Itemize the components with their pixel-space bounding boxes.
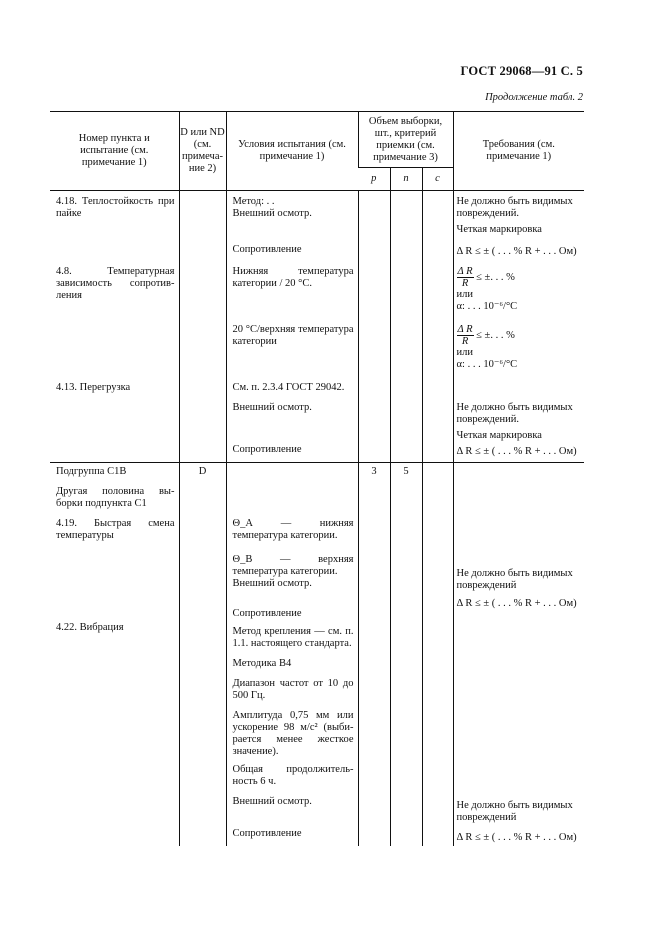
page-header (0, 0, 661, 110)
col-header-item: Номер пункта и испытание (см. примечание 1) (50, 112, 179, 191)
col-header-n: n (390, 168, 422, 191)
fraction-limit: ≤ ±. . . % (476, 329, 515, 341)
req-4-19-damage: Не должно быть видимых повреждений (456, 568, 573, 591)
fraction-limit: ≤ ±. . . % (476, 271, 515, 283)
conditions-cell (226, 191, 358, 463)
cond-4-18-method: Метод: . . (232, 196, 275, 207)
item-4-22: 4.22. Вибрация (56, 622, 124, 633)
cond-4-22-resistance: Сопротивление (232, 828, 302, 839)
requirements-cell (453, 191, 584, 463)
req-c1b-spacer (457, 466, 585, 568)
delta-r-fraction: $\frac{\text{Δ R}}{R}$ (457, 324, 473, 347)
req-4-13-spacer (457, 382, 585, 402)
cond-4-18-inspection: Внешний осмотр. (232, 208, 312, 219)
item-4-19: 4.19. Быстрая смена температуры (56, 518, 175, 541)
req-4-13-damage: Не должно быть видимых повреждений. (456, 402, 573, 425)
delta-r-fraction: $\frac{\text{Δ R}}{R}$ (457, 266, 473, 289)
req-4-13-marking: Четкая маркировка (456, 430, 542, 441)
col-header-p: p (358, 168, 390, 191)
or-label: или (456, 289, 474, 300)
req-4-19-resistance: Δ R ≤ ± ( . . . % R + . . . Ом) (456, 598, 577, 609)
req-4-8-high (457, 324, 585, 382)
item-4-8: 4.8. Температурная зависимость сопротив-ления (56, 266, 175, 301)
cond-4-19-theta-b: Θ_B — верхняя температура категории. (232, 554, 354, 577)
req-4-13-resistance: Δ R ≤ ± ( . . . % R + . . . Ом) (456, 446, 577, 457)
cond-4-8-low: Нижняя температура категории / 20 °C. (232, 266, 354, 289)
cond-4-22-freq: Диапазон частот от 10 до 500 Гц. (232, 678, 354, 701)
requirements-cell (453, 463, 584, 847)
document-title: ГОСТ 29068—91 С. 5 (460, 64, 583, 78)
c-cell (422, 463, 453, 847)
cond-4-13-inspection: Внешний осмотр. (232, 402, 312, 413)
subgroup-c1b: Подгруппа C1B (56, 466, 127, 477)
n-cell (390, 463, 422, 847)
req-4-18-resistance: Δ R ≤ ± ( . . . % R + . . . Ом) (456, 246, 577, 257)
alpha-coefficient: α: . . . 10⁻⁶/°C (456, 301, 518, 312)
alpha-coefficient: α: . . . 10⁻⁶/°C (456, 359, 518, 370)
cond-4-18-resistance: Сопротивление (232, 244, 302, 255)
cond-4-22-duration: Общая продолжитель-ность 6 ч. (232, 764, 354, 787)
or-label: или (456, 347, 474, 358)
table-continuation-label: Продолжение табл. 2 (485, 92, 583, 103)
cond-4-22-amplitude: Амплитуда 0,75 мм или ускорение 98 м/с² (выби-рается менее жесткое значение). (232, 710, 354, 757)
p-value: 3 (371, 466, 377, 477)
item-4-18: 4.18. Теплостойкость при пайке (56, 196, 175, 219)
col-header-conditions: Условия испытания (см. примечание 1) (226, 112, 358, 191)
dnd-cell (179, 463, 226, 847)
req-4-22-damage: Не должно быть видимых повреждений (456, 800, 573, 823)
items-cell (50, 463, 179, 847)
req-4-18-damage: Не должно быть видимых повреждений. (456, 196, 573, 219)
subgroup-c1b-note: Другая половина вы-борки подпункта C1 (56, 486, 175, 509)
cond-4-19-theta-a: Θ_A — нижняя температура категории. (232, 518, 354, 541)
cond-4-13-resistance: Сопротивление (232, 444, 302, 455)
item-4-13: 4.13. Перегрузка (56, 382, 131, 393)
cond-4-22-inspection: Внешний осмотр. (232, 796, 312, 807)
conditions-cell (226, 463, 358, 847)
cond-4-13-ref: См. п. 2.3.4 ГОСТ 29042. (232, 382, 345, 393)
cond-c1b-spacer (233, 466, 354, 518)
n-value: 5 (403, 466, 409, 477)
req-4-8-low (457, 266, 585, 324)
cond-4-22-method: Методика B4 (232, 658, 292, 669)
col-header-dnd: D или ND (см. примеча-ние 2) (179, 112, 226, 191)
table-row-group-c1a (50, 191, 584, 463)
n-cell (390, 191, 422, 463)
requirements-table (50, 111, 584, 846)
dnd-cell (179, 191, 226, 463)
req-4-18-marking: Четкая маркировка (456, 224, 542, 235)
dnd-value: D (198, 466, 207, 477)
col-header-requirements: Требования (см. примечание 1) (453, 112, 584, 191)
col-header-c: c (422, 168, 453, 191)
table-header-row (50, 112, 584, 168)
req-4-22-resistance: Δ R ≤ ± ( . . . % R + . . . Ом) (456, 832, 577, 843)
cond-4-19-inspection: Внешний осмотр. (232, 578, 312, 589)
table-row-group-c1b (50, 463, 584, 847)
cond-4-22-mount: Метод крепления — см. п. 1.1. настоящего стандарта. (232, 626, 354, 649)
c-cell (422, 191, 453, 463)
p-cell (358, 191, 390, 463)
cond-4-8-high: 20 °C/верхняя температура категории (232, 324, 354, 347)
cond-4-19-resistance: Сопротивление (232, 608, 302, 619)
items-cell (50, 191, 179, 463)
col-header-sample: Объем выборки, шт., критерий приемки (см. примечание 3) (358, 112, 453, 168)
p-cell (358, 463, 390, 847)
